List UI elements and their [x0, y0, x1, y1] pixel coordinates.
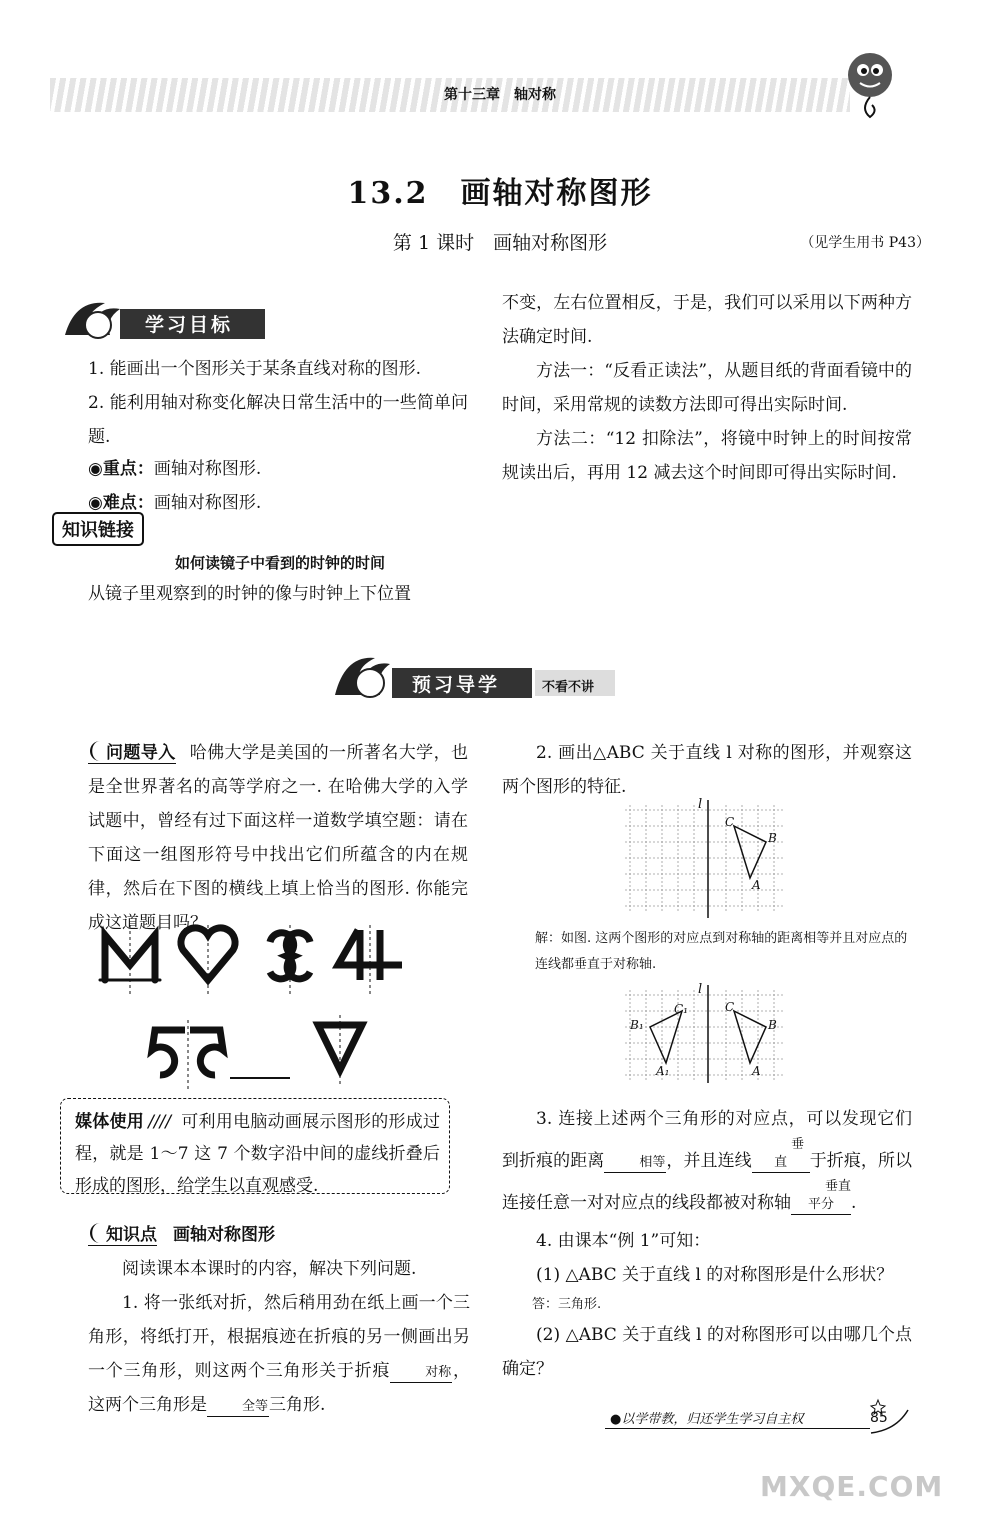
slash-icon: //// [148, 1112, 171, 1132]
fig1-label-b: B [768, 831, 777, 845]
page-number: 85 [870, 1410, 888, 1426]
book-reference: （见学生用书 P43） [800, 235, 930, 251]
media-label: 媒体使用 [75, 1112, 145, 1132]
objective-2: 2. 能利用轴对称变化解决日常生活中的一些简单问题. [88, 393, 468, 447]
question-4-2: (2) △ABC 关于直线 l 的对称图形可以由哪几个点确定？ [502, 1325, 912, 1379]
question-1-blank-2[interactable]: 全等 [207, 1398, 269, 1417]
fig1-label-c: C [725, 815, 735, 829]
knowledge-label: 知识点 [88, 1225, 157, 1246]
intro-text: 哈佛大学是美国的一所著名大学，也是全世界著名的高等学府之一. 在哈佛大学的入学试题中，曾经有过下面这样一道数学填空题：请在下面这一组图形符号中找出它们所蕴含的内在规律，然后在下图的横线上填上恰当的图形. 你能完成这道题目吗？ [88, 743, 469, 933]
fig1-label-l: l [698, 797, 703, 812]
crescent-icon [88, 740, 102, 762]
key-point [88, 452, 468, 486]
footer-motto: ●以学带教，归还学生学习自主权 [610, 1412, 804, 1427]
intro-paragraph [88, 736, 468, 940]
knowledge-body [88, 1252, 470, 1422]
objective-1: 1. 能画出一个图形关于某条直线对称的图形. [88, 359, 422, 379]
preview-badge-label: 预习导学 [412, 674, 501, 696]
question-1-text-b: ，这两个三角形是 [88, 1361, 471, 1415]
media-paragraph [75, 1106, 440, 1202]
question-4-block [502, 1224, 912, 1386]
question-3-text-a: 3. 连接上述两个三角形的对应点，可以发现它们到折痕的距离 [502, 1109, 912, 1171]
objectives-badge [60, 295, 275, 345]
question-1 [88, 1286, 470, 1422]
question-3-text-d: . [851, 1193, 857, 1213]
mascot-icon [840, 45, 900, 125]
difficulty-label: ◉难点： [88, 493, 154, 513]
question-1-blank-1[interactable]: 对称 [390, 1364, 452, 1383]
preview-note: 不看不讲 [542, 680, 595, 695]
objectives-badge-label: 学习目标 [145, 314, 234, 336]
intro-label: 问题导入 [88, 743, 176, 764]
knowledge-heading [88, 1218, 468, 1252]
question-3 [502, 1102, 912, 1220]
difficulty-text: 画轴对称图形. [153, 493, 262, 513]
symbol-2 [181, 928, 235, 980]
figure-2-grid [620, 985, 790, 1083]
fig2-label-c: C [725, 1000, 735, 1014]
symbol-pattern [90, 920, 420, 1090]
key-point-label: ◉重点： [88, 459, 154, 479]
question-2: 2. 画出△ABC 关于直线 l 对称的图形，并观察这两个图形的特征. [502, 743, 912, 797]
fig1-label-a: A [752, 878, 761, 892]
question-1-text-a: 1. 将一张纸对折，然后稍用劲在纸上画一个三角形，将纸打开，根据痕迹在折痕的另一侧画出另一个三角形，则这两个三角形关于折痕 [88, 1293, 470, 1381]
question-3-blank-1[interactable]: 相等 [604, 1154, 666, 1173]
knowledge-intro: 阅读课本本课时的内容，解决下列问题. [122, 1259, 417, 1279]
question-3-text-b: ，并且连线 [666, 1151, 752, 1171]
answer-4-1: 答：三角形. [532, 1297, 602, 1312]
difficulty-point [88, 486, 468, 520]
page-ornament-icon [866, 1395, 916, 1435]
solution-text: 解：如图. 这两个图形的对应点到对称轴的距离相等并且对应点的连线都垂直于对称轴. [535, 931, 908, 972]
question-1-text-c: 三角形. [269, 1395, 326, 1415]
method-1: 方法一：“反看正读法”，从题目纸的背面看镜中的时间，采用常规的读数方法即可得出实际时间. [502, 361, 912, 415]
figure-1-grid [620, 800, 790, 918]
fig2-label-c1: C₁ [674, 1002, 688, 1016]
chapter-header: 第十三章 轴对称 [444, 87, 556, 103]
question-3-blank-3[interactable]: 垂直平分 [791, 1178, 851, 1215]
link-para-cont: 不变，左右位置相反，于是，我们可以采用以下两种方法确定时间. [502, 293, 912, 347]
method-2: 方法二：“12 扣除法”，将镜中时钟上的时间按常规读出后，再用 12 减去这个时间即可得出实际时间. [502, 429, 912, 483]
crescent-icon [88, 1222, 102, 1244]
fig2-label-b1: B₁ [630, 1018, 644, 1032]
question-3-text-c: 于折痕，所以连接任意一对对应点的线段都被对称轴 [502, 1151, 913, 1213]
link-para-start: 从镜子里观察到的时钟的像与时钟上下位置 [88, 584, 411, 604]
link-continued [502, 286, 912, 490]
watermark: MXQE.COM [760, 1470, 944, 1503]
footer-rule [605, 1428, 870, 1429]
objectives-list [88, 352, 468, 454]
triangle-a1b1c1 [650, 1011, 682, 1063]
question-4: 4. 由课本“例 1”可知： [536, 1231, 711, 1251]
triangle-abc [734, 1011, 766, 1063]
lesson-subtitle: 第 1 课时 画轴对称图形 [392, 232, 608, 254]
question-4-1: (1) △ABC 关于直线 l 的对称图形是什么形状？ [536, 1265, 894, 1285]
media-text: 可利用电脑动画展示图形的形成过程，就是 1～7 这 7 个数字沿中间的虚线折叠后形成的图形，给学生以直观感受. [75, 1112, 441, 1196]
fig2-label-a1: A₁ [656, 1064, 670, 1078]
link-heading: 如何读镜子中看到的时钟的时间 [174, 554, 385, 572]
link-badge: 知识链接 [52, 512, 144, 546]
fig2-label-l: l [698, 982, 703, 997]
triangle-abc [734, 826, 766, 878]
knowledge-title: 画轴对称图形 [173, 1225, 275, 1245]
section-title: 13.2 画轴对称图形 [347, 176, 653, 211]
question-3-blank-2[interactable]: 垂直 [752, 1136, 810, 1173]
preview-badge [330, 650, 630, 705]
fig2-label-a: A [752, 1064, 761, 1078]
key-point-text: 画轴对称图形. [153, 459, 262, 479]
fig2-label-b: B [768, 1018, 777, 1032]
